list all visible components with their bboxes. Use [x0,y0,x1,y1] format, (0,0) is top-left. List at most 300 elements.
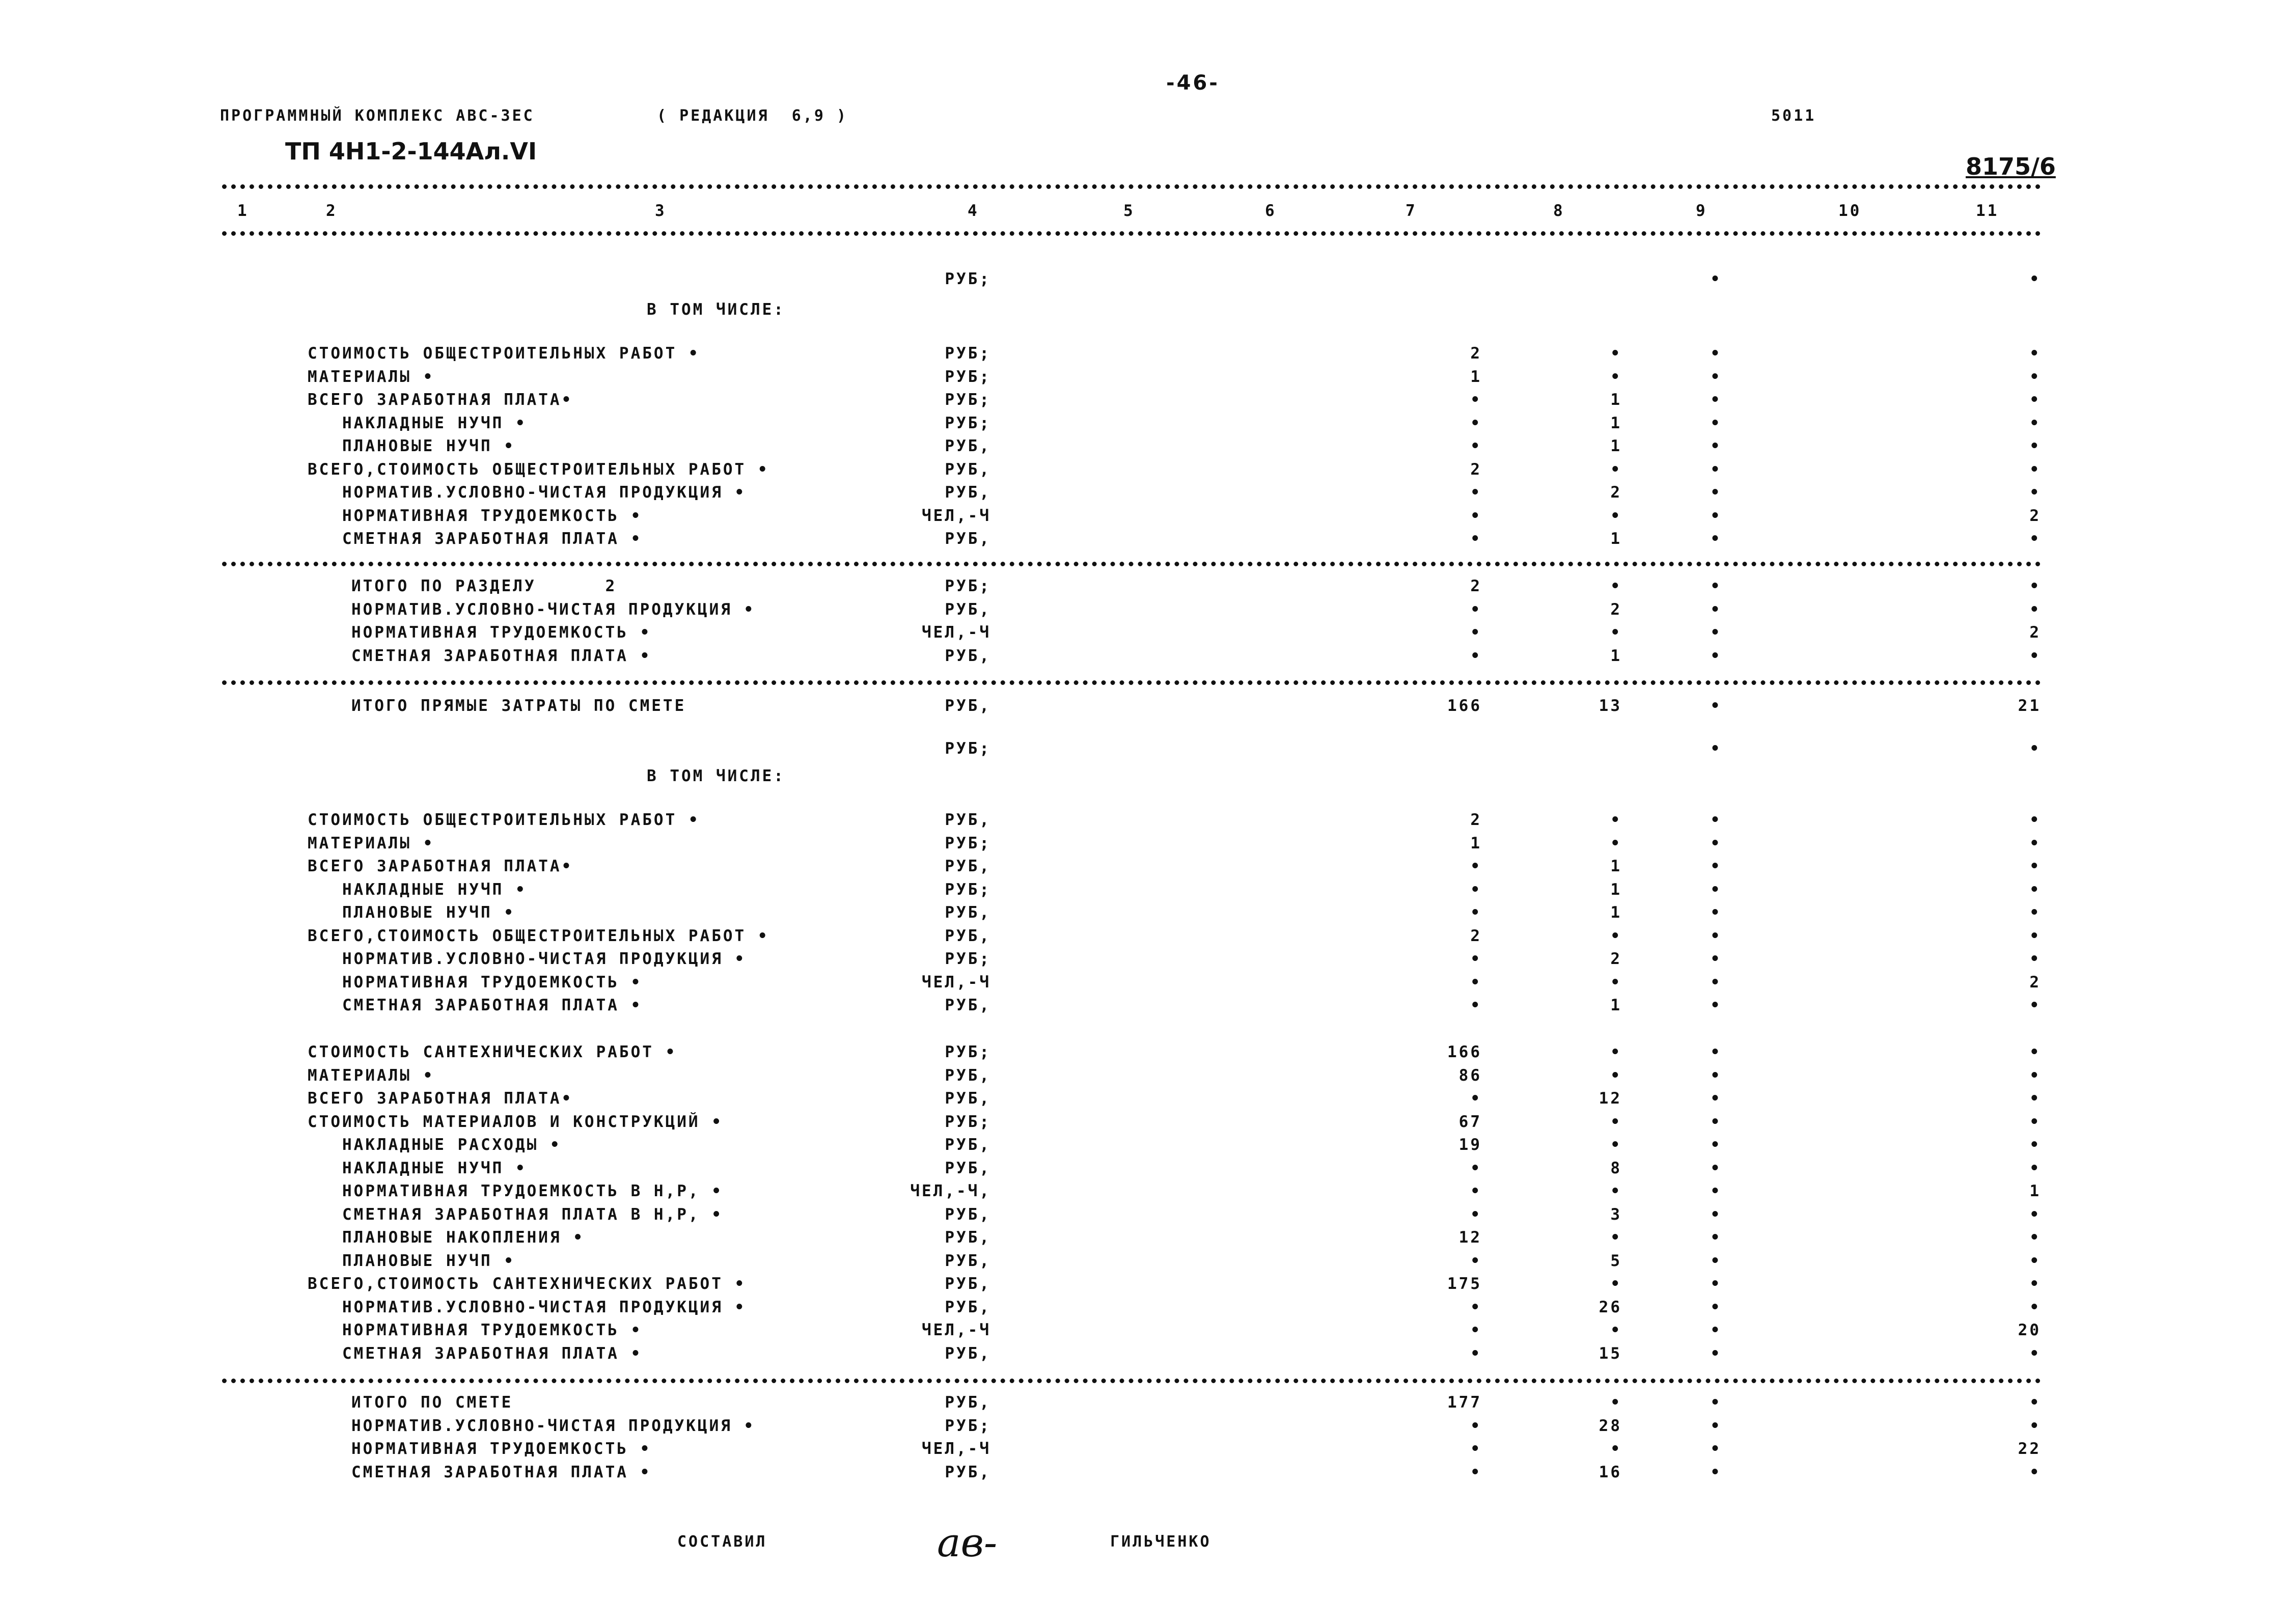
value-cell: • [1610,577,1622,595]
divider-line [222,562,2041,566]
estimate-row [0,1159,2286,1181]
column-number: 9 [1696,202,1707,220]
unit-cell: РУБ; [945,344,991,363]
unit-cell: РУБ, [945,530,991,548]
value-cell: • [1470,1159,1482,1177]
row-label: НОРМАТИВ.УСЛОВНО-ЧИСТАЯ ПРОДУКЦИЯ • [351,1416,756,1435]
row-label: СМЕТНАЯ ЗАРАБОТНАЯ ПЛАТА В Н,Р, • [308,1205,723,1224]
value-cell: • [1710,1136,1722,1154]
value-cell: • [1710,1205,1722,1224]
value-cell: • [1710,1440,1722,1458]
value-cell: • [1610,1321,1622,1339]
section-header-row [0,739,2286,762]
value-cell: • [1710,623,1722,642]
value-cell: • [1470,1463,1482,1481]
value-cell: • [1710,950,1722,968]
estimate-row [0,973,2286,996]
row-label: ВСЕГО,СТОИМОСТЬ ОБЩЕСТРОИТЕЛЬНЫХ РАБОТ • [308,926,769,945]
value-cell: 1 [1610,903,1622,922]
value-cell: • [2029,344,2041,363]
row-label: НАКЛАДНЫЕ НУЧП • [308,414,527,432]
unit-cell: РУБ; [945,950,991,968]
value-cell: • [1710,857,1722,875]
row-label: НОРМАТИВНАЯ ТРУДОЕМКОСТЬ • [308,506,643,525]
value-cell: • [2029,1136,2041,1154]
estimate-row [0,811,2286,833]
value-cell: • [1710,577,1722,595]
row-label: СТОИМОСТЬ САНТЕХНИЧЕСКИХ РАБОТ • [308,1043,677,1061]
value-cell: • [1470,506,1482,525]
estimate-row [0,483,2286,506]
unit-cell: РУБ, [945,1159,991,1177]
value-cell: 1 [1470,834,1482,852]
value-cell: • [1610,926,1622,945]
value-cell: • [1710,1066,1722,1085]
estimate-row [0,368,2286,390]
unit-cell: РУБ, [945,697,991,715]
row-label: ВСЕГО ЗАРАБОТНАЯ ПЛАТА• [308,857,573,875]
value-cell: 12 [1599,1089,1622,1108]
subheader-text: В ТОМ ЧИСЛЕ: [647,767,785,785]
row-label: НАКЛАДНЫЕ НУЧП • [308,1159,527,1177]
value-cell: • [1470,903,1482,922]
row-label: СМЕТНАЯ ЗАРАБОТНАЯ ПЛАТА • [308,530,643,548]
value-cell: 1 [1610,857,1622,875]
row-label: МАТЕРИАЛЫ • [308,834,435,852]
value-cell: • [1710,996,1722,1014]
row-label: ПЛАНОВЫЕ НУЧП • [308,903,515,922]
value-cell: • [1710,1416,1722,1435]
estimate-row [0,1205,2286,1228]
value-cell: • [2029,926,2041,945]
value-cell: • [1710,1344,1722,1363]
unit-cell: РУБ, [945,1136,991,1154]
value-cell: • [1470,1205,1482,1224]
value-cell: • [1710,483,1722,502]
value-cell: 20 [2018,1321,2041,1339]
row-label: ВСЕГО ЗАРАБОТНАЯ ПЛАТА• [308,391,573,409]
value-cell: • [2029,996,2041,1014]
subheader-text: В ТОМ ЧИСЛЕ: [647,300,785,319]
unit-cell: РУБ; [945,1043,991,1061]
estimate-row [0,1089,2286,1112]
unit-cell: ЧЕЛ,-Ч, [910,1182,991,1200]
value-cell: • [2029,646,2041,665]
estimate-row [0,1417,2286,1439]
unit-cell: РУБ, [945,1066,991,1085]
value-cell: • [1710,811,1722,829]
signature: ав- [937,1520,998,1566]
value-cell: 1 [1610,391,1622,409]
value-cell: • [2029,1251,2041,1270]
unit-cell: ЧЕЛ,-Ч [922,1321,991,1339]
row-label: ИТОГО ПО СМЕТЕ [351,1393,513,1412]
value-cell: • [1710,697,1722,715]
value-cell: • [1710,1251,1722,1270]
estimate-row [0,600,2286,623]
value-cell: • [1470,414,1482,432]
value-cell: • [1470,1416,1482,1435]
value-cell: 86 [1458,1066,1482,1085]
value-cell: • [1610,1066,1622,1085]
value-cell: • [1470,857,1482,875]
unit-cell: РУБ; [945,1416,991,1435]
column-number: 7 [1406,202,1417,220]
value-cell: • [1470,530,1482,548]
row-label: СМЕТНАЯ ЗАРАБОТНАЯ ПЛАТА • [308,996,643,1014]
value-cell: • [1610,344,1622,363]
estimate-row [0,437,2286,459]
unit-cell: РУБ; [945,1112,991,1131]
estimate-row [0,1182,2286,1204]
estimate-row [0,507,2286,529]
estimate-row [0,1298,2286,1320]
sheet-number: 8175/6 [1966,153,2056,180]
row-label: НАКЛАДНЫЕ НУЧП • [308,880,527,899]
value-cell: 22 [2018,1440,2041,1458]
row-label: ВСЕГО,СТОИМОСТЬ САНТЕХНИЧЕСКИХ РАБОТ • [308,1275,747,1293]
estimate-row [0,647,2286,669]
value-cell: • [2029,880,2041,899]
value-cell: 2 [1470,344,1482,363]
value-cell: • [1610,811,1622,829]
value-cell: • [1610,1393,1622,1412]
value-cell: 175 [1447,1275,1482,1293]
row-label: НОРМАТИВНАЯ ТРУДОЕМКОСТЬ В Н,Р, • [308,1182,723,1200]
value-cell: 5 [1610,1251,1622,1270]
unit-cell: РУБ; [945,367,991,386]
value-cell: • [1470,880,1482,899]
estimate-row [0,950,2286,972]
estimate-row [0,344,2286,367]
value-cell: • [1470,1182,1482,1200]
unit-cell: РУБ, [945,600,991,619]
value-cell: • [1710,880,1722,899]
value-cell: • [2029,460,2041,479]
value-cell: • [1610,460,1622,479]
unit-cell: РУБ, [945,1228,991,1247]
section-subheader [0,767,2286,789]
value-cell: • [2029,903,2041,922]
value-cell: 28 [1599,1416,1622,1435]
row-label: СМЕТНАЯ ЗАРАБОТНАЯ ПЛАТА • [308,1344,643,1363]
unit-cell: РУБ, [945,1463,991,1481]
unit-cell: РУБ, [945,646,991,665]
value-cell: • [1710,1043,1722,1061]
estimate-row [0,1344,2286,1367]
value-cell: • [2029,834,2041,852]
value-cell: 1 [1610,437,1622,455]
value-cell: • [1710,1089,1722,1108]
value-cell: • [2029,1275,2041,1293]
value-cell: • [1710,1321,1722,1339]
value-cell: 177 [1447,1393,1482,1412]
value-cell: 12 [1458,1228,1482,1247]
row-label: СТОИМОСТЬ ОБЩЕСТРОИТЕЛЬНЫХ РАБОТ • [308,811,700,829]
unit-cell: РУБ; [945,739,991,758]
value-cell: • [1470,1089,1482,1108]
unit-cell: РУБ; [945,391,991,409]
compiled-by-label: СОСТАВИЛ [677,1533,767,1551]
divider-line [222,680,2041,685]
value-cell: • [1470,483,1482,502]
value-cell: • [1710,600,1722,619]
unit-cell: РУБ; [945,880,991,899]
value-cell: • [1470,1298,1482,1316]
value-cell: • [2029,1089,2041,1108]
estimate-row [0,1066,2286,1089]
estimate-row [0,1463,2286,1485]
value-cell: • [1710,739,1722,758]
estimate-row [0,1113,2286,1135]
value-cell: • [2029,1228,2041,1247]
value-cell: • [1710,506,1722,525]
value-cell: 16 [1599,1463,1622,1481]
page-number: -46- [1166,71,1220,95]
row-label: ИТОГО ПРЯМЫЕ ЗАТРАТЫ ПО СМЕТЕ [351,697,686,715]
estimate-row [0,1275,2286,1297]
value-cell: • [1470,391,1482,409]
unit-cell: РУБ, [945,1251,991,1270]
value-cell: • [1610,1136,1622,1154]
value-cell: • [1610,367,1622,386]
row-label: МАТЕРИАЛЫ • [308,367,435,386]
value-cell: • [1710,1275,1722,1293]
program-name: ПРОГРАММНЫЙ КОМПЛЕКС АВС-ЗЕС [220,107,535,125]
row-label: НОРМАТИВ.УСЛОВНО-ЧИСТАЯ ПРОДУКЦИЯ • [308,950,747,968]
value-cell: 13 [1599,697,1622,715]
value-cell: 2 [2029,623,2041,642]
value-cell: 2 [1610,950,1622,968]
value-cell: • [1710,973,1722,992]
value-cell: 2 [1610,600,1622,619]
value-cell: 2 [1470,811,1482,829]
value-cell: • [1470,1344,1482,1363]
section-subheader [0,300,2286,323]
row-label: НАКЛАДНЫЕ РАСХОДЫ • [308,1136,562,1154]
value-cell: • [2029,577,2041,595]
value-cell: • [1470,950,1482,968]
column-number: 6 [1265,202,1277,220]
row-label: ПЛАНОВЫЕ НАКОПЛЕНИЯ • [308,1228,585,1247]
value-cell: 166 [1447,1043,1482,1061]
value-cell: 19 [1458,1136,1482,1154]
value-cell: • [1710,530,1722,548]
value-cell: • [2029,600,2041,619]
value-cell: • [1610,1043,1622,1061]
unit-cell: ЧЕЛ,-Ч [922,1440,991,1458]
value-cell: • [1710,1298,1722,1316]
value-cell: • [1710,460,1722,479]
value-cell: • [2029,1416,2041,1435]
estimate-row [0,1393,2286,1416]
value-cell: • [1710,437,1722,455]
divider-line [222,184,2041,189]
value-cell: 21 [2018,697,2041,715]
value-cell: • [1610,1228,1622,1247]
row-label: НОРМАТИВНАЯ ТРУДОЕМКОСТЬ • [351,1440,652,1458]
value-cell: 1 [1610,530,1622,548]
unit-cell: ЧЕЛ,-Ч [922,506,991,525]
unit-cell: РУБ, [945,1298,991,1316]
estimate-row [0,1228,2286,1251]
value-cell: • [1470,623,1482,642]
row-label: НОРМАТИВНАЯ ТРУДОЕМКОСТЬ • [308,1321,643,1339]
estimate-row [0,857,2286,879]
value-cell: 1 [1470,367,1482,386]
value-cell: 1 [1610,996,1622,1014]
column-number: 10 [1838,202,1862,220]
value-cell: • [2029,811,2041,829]
value-cell: • [1470,437,1482,455]
estimate-row [0,903,2286,926]
row-label: НОРМАТИВНАЯ ТРУДОЕМКОСТЬ • [308,973,643,992]
value-cell: • [2029,1205,2041,1224]
unit-cell: РУБ, [945,811,991,829]
value-cell: • [2029,437,2041,455]
unit-cell: РУБ, [945,926,991,945]
unit-cell: РУБ, [945,460,991,479]
value-cell: 2 [1610,483,1622,502]
value-cell: • [1710,1393,1722,1412]
row-label: НОРМАТИВ.УСЛОВНО-ЧИСТАЯ ПРОДУКЦИЯ • [351,600,756,619]
row-label: ПЛАНОВЫЕ НУЧП • [308,1251,515,1270]
value-cell: • [1710,903,1722,922]
column-number-row [0,202,2286,224]
unit-cell: РУБ, [945,1393,991,1412]
edition-label: ( РЕДАКЦИЯ 6,9 ) [657,107,848,125]
estimate-row [0,1252,2286,1274]
value-cell: 8 [1610,1159,1622,1177]
column-number: 1 [237,202,249,220]
value-cell: • [1710,1228,1722,1247]
value-cell: • [1710,646,1722,665]
value-cell: • [1610,1440,1622,1458]
value-cell: • [1710,926,1722,945]
row-label: ПЛАНОВЫЕ НУЧП • [308,437,515,455]
value-cell: 1 [1610,646,1622,665]
row-label: ВСЕГО,СТОИМОСТЬ ОБЩЕСТРОИТЕЛЬНЫХ РАБОТ • [308,460,769,479]
column-number: 5 [1123,202,1135,220]
value-cell: • [2029,1463,2041,1481]
value-cell: • [2029,1344,2041,1363]
row-label: НОРМАТИВ.УСЛОВНО-ЧИСТАЯ ПРОДУКЦИЯ • [308,1298,747,1316]
unit-cell: РУБ, [945,1344,991,1363]
value-cell: • [2029,391,2041,409]
value-cell: 1 [1610,414,1622,432]
estimate-row [0,996,2286,1019]
value-cell: • [1610,506,1622,525]
value-cell: • [1710,344,1722,363]
value-cell: • [1470,1321,1482,1339]
value-cell: • [2029,1066,2041,1085]
column-number: 8 [1553,202,1565,220]
value-cell: • [1470,973,1482,992]
value-cell: • [2029,530,2041,548]
value-cell: • [2029,950,2041,968]
value-cell: 67 [1458,1112,1482,1131]
row-label: НОРМАТИВНАЯ ТРУДОЕМКОСТЬ • [351,623,652,642]
estimate-row [0,391,2286,413]
estimate-row [0,1440,2286,1462]
estimate-row [0,1321,2286,1343]
estimate-row [0,414,2286,436]
value-cell: • [2029,414,2041,432]
estimate-row [0,460,2286,483]
direct-costs-row [0,697,2286,719]
unit-cell: РУБ, [945,903,991,922]
value-cell: • [1470,996,1482,1014]
unit-cell: РУБ; [945,834,991,852]
unit-cell: РУБ, [945,1089,991,1108]
value-cell: • [1610,1112,1622,1131]
estimate-row [0,1136,2286,1158]
row-label: СМЕТНАЯ ЗАРАБОТНАЯ ПЛАТА • [351,646,652,665]
column-number: 3 [655,202,667,220]
value-cell: 166 [1447,697,1482,715]
value-cell: • [2029,1393,2041,1412]
value-cell: • [1470,1251,1482,1270]
column-number: 11 [1976,202,1999,220]
column-number: 4 [968,202,979,220]
value-cell: • [1710,1182,1722,1200]
value-cell: 1 [1610,880,1622,899]
row-label: МАТЕРИАЛЫ • [308,1066,435,1085]
value-cell: 2 [1470,577,1482,595]
value-cell: • [2029,367,2041,386]
project-number: ТП 4Н1-2-144Ал.VI [285,137,537,165]
estimate-row [0,880,2286,903]
value-cell: • [2029,270,2041,288]
unit-cell: РУБ, [945,857,991,875]
estimate-row [0,927,2286,949]
row-label: СТОИМОСТЬ ОБЩЕСТРОИТЕЛЬНЫХ РАБОТ • [308,344,700,363]
estimate-row [0,1043,2286,1065]
column-number: 2 [326,202,338,220]
estimate-row [0,530,2286,552]
value-cell: • [1470,1440,1482,1458]
value-cell: • [2029,483,2041,502]
estimate-row [0,834,2286,857]
unit-cell: РУБ; [945,414,991,432]
unit-cell: РУБ, [945,1205,991,1224]
value-cell: 2 [2029,506,2041,525]
row-label: НОРМАТИВ.УСЛОВНО-ЧИСТАЯ ПРОДУКЦИЯ • [308,483,747,502]
value-cell: 2 [2029,973,2041,992]
value-cell: 26 [1599,1298,1622,1316]
value-cell: • [2029,739,2041,758]
value-cell: • [1470,646,1482,665]
value-cell: 1 [2029,1182,2041,1200]
document-code: 5011 [1771,107,1816,125]
value-cell: • [1610,834,1622,852]
value-cell: • [1610,1182,1622,1200]
unit-cell: ЧЕЛ,-Ч [922,973,991,992]
value-cell: • [2029,1043,2041,1061]
value-cell: • [1610,623,1622,642]
value-cell: • [1610,973,1622,992]
value-cell: • [1710,1159,1722,1177]
unit-cell: РУБ, [945,1275,991,1293]
row-label: СМЕТНАЯ ЗАРАБОТНАЯ ПЛАТА • [351,1463,652,1481]
divider-line [222,1379,2041,1383]
estimate-row [0,623,2286,646]
value-cell: 2 [1470,926,1482,945]
compiler-name: ГИЛЬЧЕНКО [1110,1533,1211,1551]
value-cell: • [1710,1463,1722,1481]
value-cell: • [2029,857,2041,875]
unit-cell: ЧЕЛ,-Ч [922,623,991,642]
